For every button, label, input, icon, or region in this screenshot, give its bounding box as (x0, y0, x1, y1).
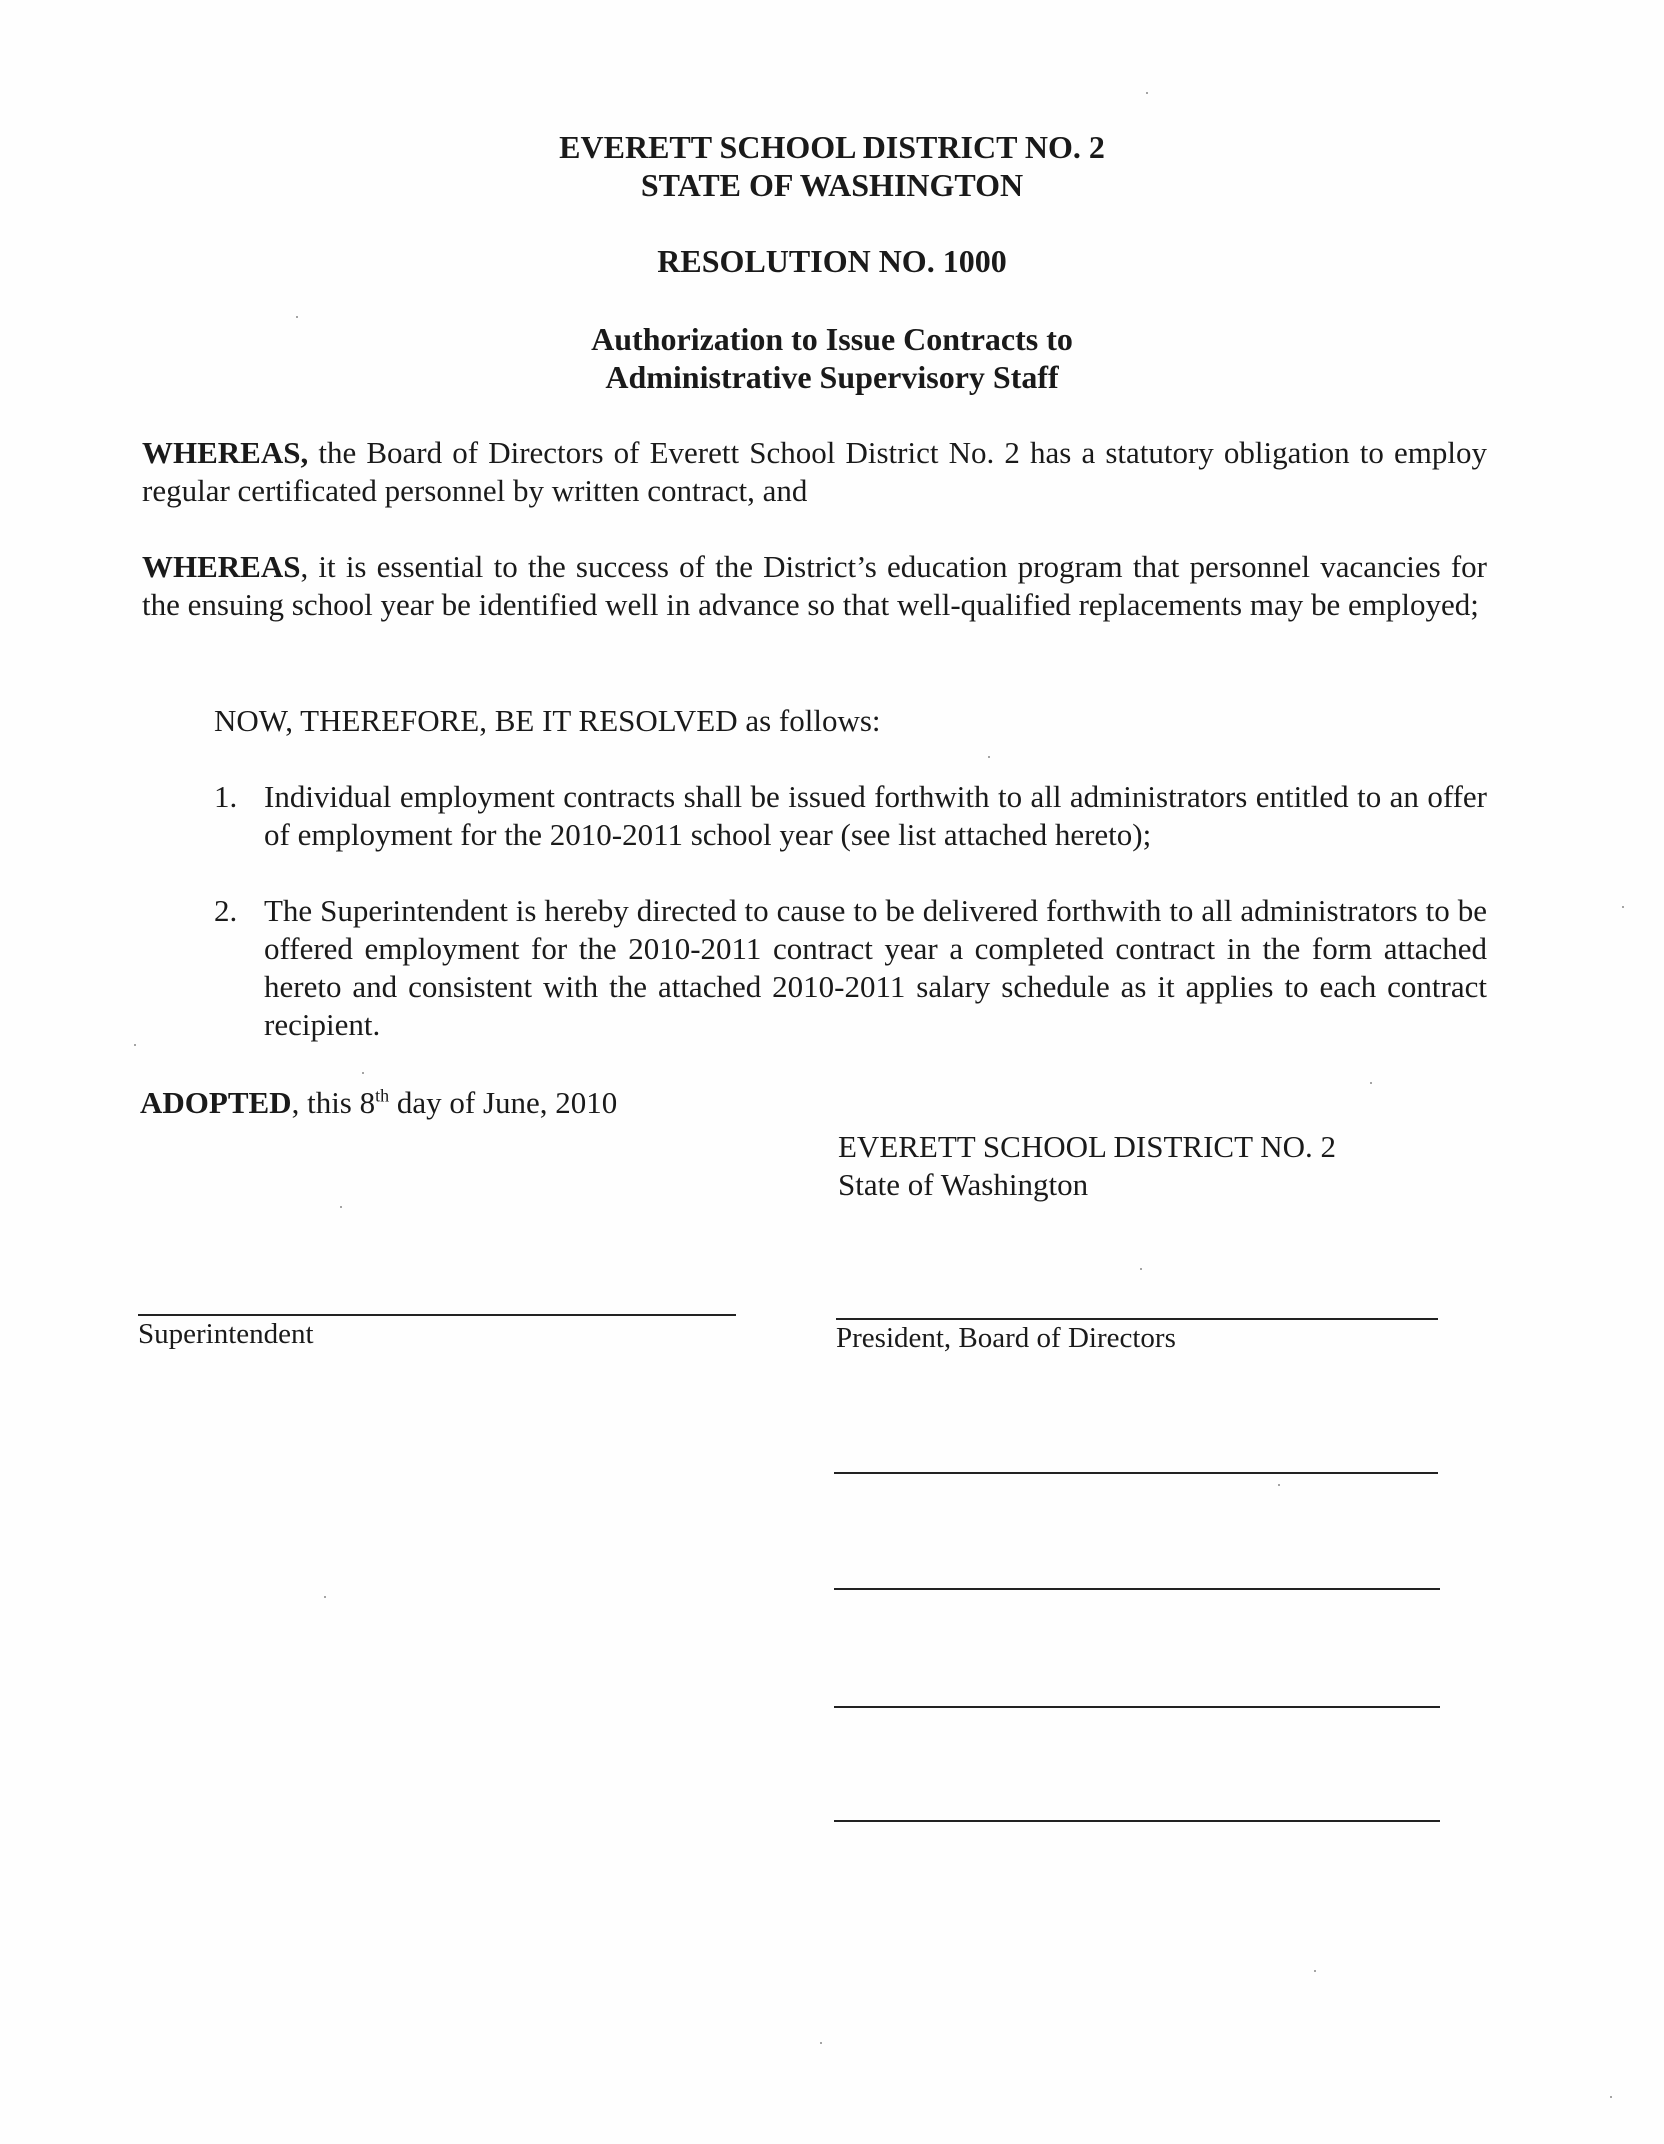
director-signature-line (834, 1706, 1440, 1708)
adopted-ordinal: th (375, 1085, 390, 1106)
adopted-post: day of June, 2010 (389, 1085, 618, 1120)
resolution-item (214, 892, 1487, 1044)
whereas-text-1: the Board of Directors of Everett School District No. 2 has a statutory obligation to employ regular certificated personnel by written contract, and (142, 435, 1487, 508)
item-text: The Superintendent is hereby directed to cause to be delivered forthwith to all administrators to be offered employment for the 2010-2011 contract year a completed contract in the form attached hereto and consistent with the attached 2010-2011 salary schedule as it applies to each contract recipient. (264, 893, 1487, 1042)
now-therefore-clause: NOW, THEREFORE, BE IT RESOLVED as follows: (214, 703, 881, 738)
signature-org-state: State of Washington (838, 1167, 1089, 1202)
resolution-title-line-1: Authorization to Issue Contracts to (591, 321, 1073, 357)
resolution-title-line-2: Administrative Supervisory Staff (605, 359, 1059, 395)
resolution-number: RESOLUTION NO. 1000 (657, 243, 1007, 279)
whereas-lead-2: WHEREAS (142, 549, 301, 584)
whereas-lead-1: WHEREAS, (142, 435, 309, 470)
adopted-lead: ADOPTED (140, 1085, 292, 1120)
signature-org-name: EVERETT SCHOOL DISTRICT NO. 2 (838, 1129, 1337, 1164)
adopted-pre: , this 8 (291, 1085, 376, 1120)
whereas-paragraph-1 (142, 434, 1487, 510)
director-signature-line (834, 1588, 1440, 1590)
item-number: 2. (214, 893, 238, 928)
director-signature-line (834, 1820, 1440, 1822)
superintendent-label: Superintendent (138, 1318, 314, 1350)
resolution-item (214, 778, 1487, 854)
director-signature-line (834, 1472, 1438, 1474)
item-text: Individual employment contracts shall be issued forthwith to all administrators entitled to an offer of employment for the 2010-2011 school year (see list attached hereto); (264, 779, 1487, 852)
president-label: President, Board of Directors (836, 1322, 1176, 1354)
adopted-date-line (140, 1084, 617, 1122)
district-heading: EVERETT SCHOOL DISTRICT NO. 2 (559, 129, 1105, 165)
state-heading: STATE OF WASHINGTON (640, 167, 1024, 203)
item-number: 1. (214, 779, 238, 814)
whereas-text-2: , it is essential to the success of the District’s education program that personnel vacancies for the ensuing school year be identified well in advance so that well-qualified replacements may be employed; (142, 549, 1487, 622)
whereas-paragraph-2 (142, 548, 1487, 624)
